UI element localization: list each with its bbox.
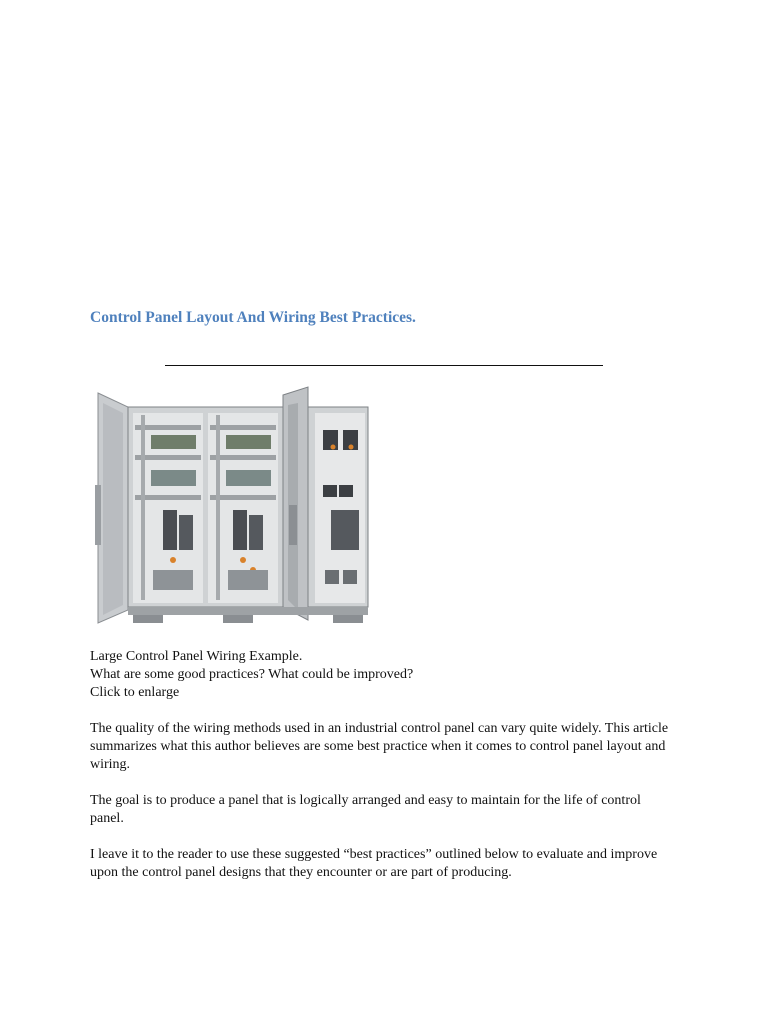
paragraph-goal: The goal is to produce a panel that is logically arranged and easy to maintain for the life of control panel. <box>90 793 641 826</box>
horizontal-rule <box>165 365 603 366</box>
paragraph-reader: I leave it to the reader to use these suggested “best practices” outlined below to evaluate and improve upon the control panel designs that they encounter or are part of producing. <box>90 847 658 880</box>
paragraph-quality: The quality of the wiring methods used in an industrial control panel can vary quite widely. This article summarizes what this author believes are some best practice when it comes to control panel layout and wiring. <box>90 721 669 772</box>
page-title: Control Panel Layout And Wiring Best Practices. <box>90 309 416 326</box>
click-to-enlarge-link[interactable]: Click to enlarge <box>90 685 180 700</box>
control-panel-photo-icon <box>93 385 378 630</box>
enlarge-link-line <box>90 684 690 702</box>
control-panel-image[interactable] <box>93 385 378 630</box>
figure-question: What are some good practices? What could be improved? <box>90 667 414 682</box>
figure-caption: Large Control Panel Wiring Example. <box>90 649 303 664</box>
